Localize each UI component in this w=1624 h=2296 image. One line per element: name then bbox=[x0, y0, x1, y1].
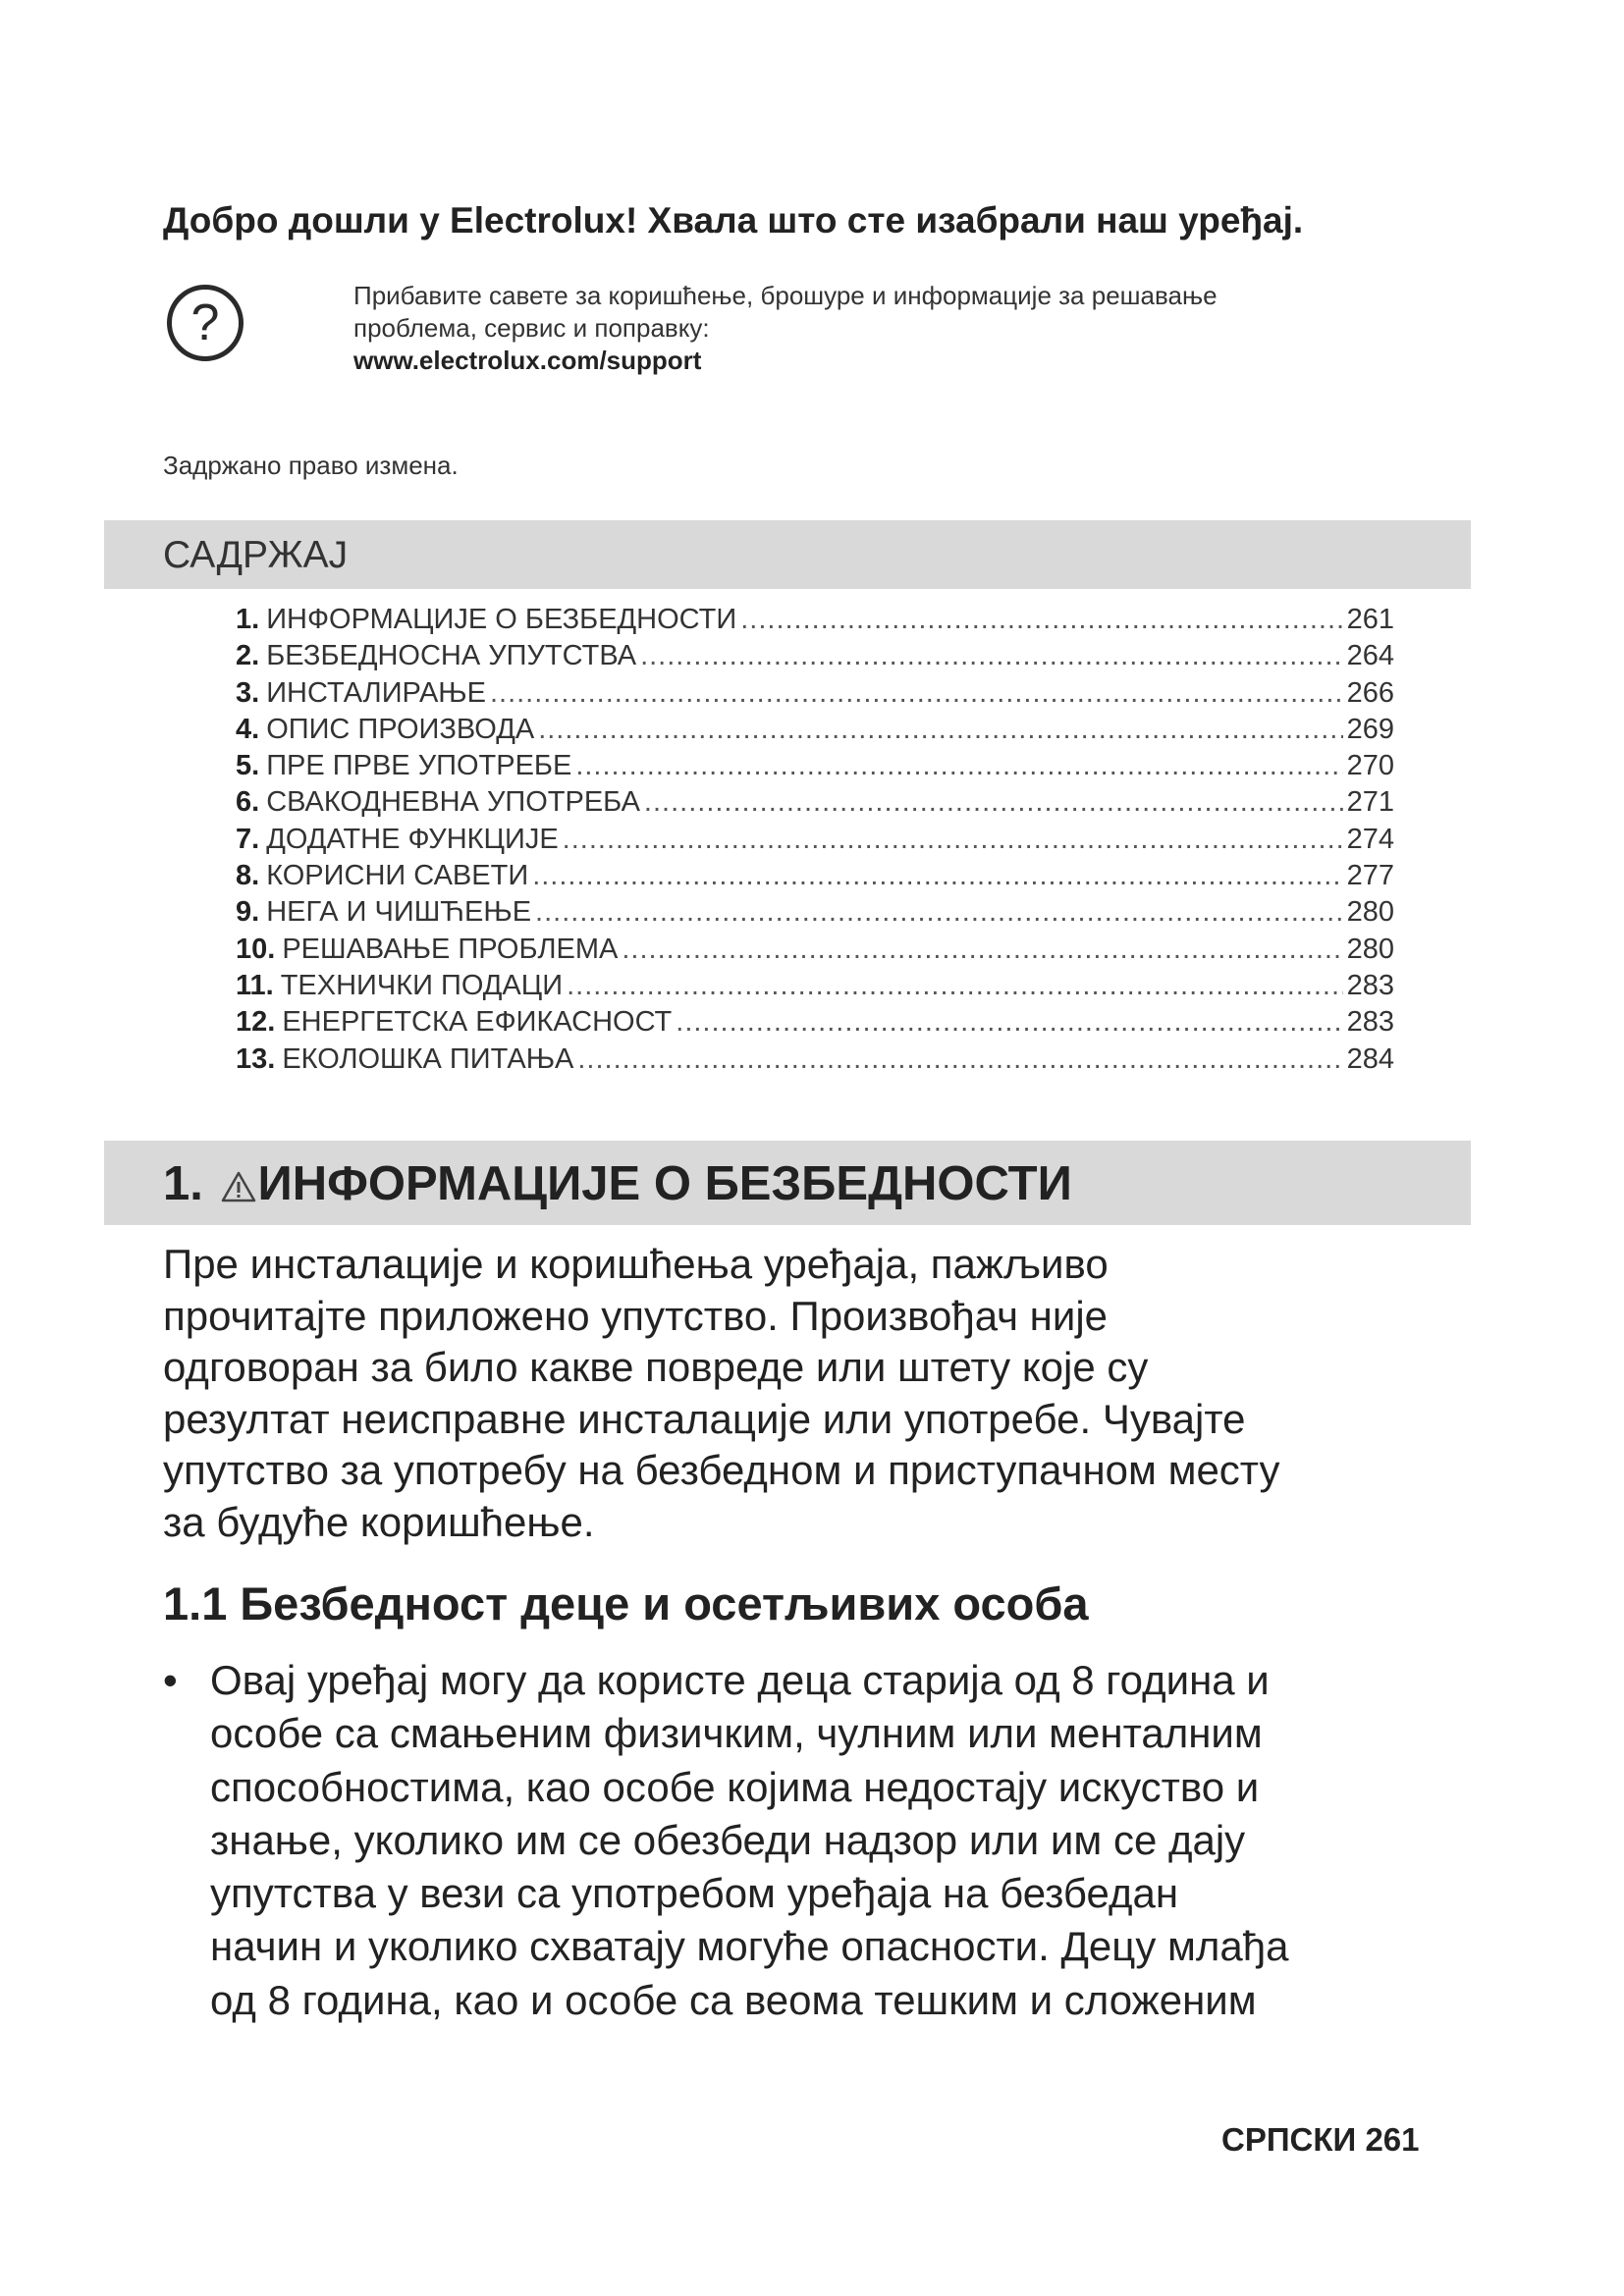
toc-item-page: 274 bbox=[1346, 823, 1394, 855]
bullet-line: особе са смањеним физичким, чулним или менталним bbox=[210, 1710, 1263, 1757]
toc-item-title: ТЕХНИЧКИ ПОДАЦИ bbox=[280, 969, 564, 1001]
support-line-1: Прибавите савете за коришћење, брошуре и информације за решавање bbox=[353, 281, 1218, 310]
bullet-line: знање, уколико им се обезбеди надзор или им се дају bbox=[210, 1816, 1246, 1863]
toc-item[interactable] bbox=[236, 714, 1394, 750]
toc-item-title: ЕНЕРГЕТСКА ЕФИКАСНОСТ bbox=[282, 1006, 673, 1039]
intro-line: резултат неисправне инсталације или употребе. Чувајте bbox=[163, 1395, 1246, 1442]
bullet-line: Овај уређај могу да користе деца старија од 8 година и bbox=[210, 1657, 1270, 1703]
toc-item-page: 266 bbox=[1346, 676, 1394, 709]
toc-dot-leader bbox=[563, 824, 1343, 856]
toc-item-number: 9. bbox=[236, 896, 260, 929]
bullet-marker: • bbox=[163, 1657, 178, 1703]
toc-item-number: 3. bbox=[236, 676, 260, 709]
toc-item-number: 7. bbox=[236, 823, 260, 855]
toc-item-title: НЕГА И ЧИШЋЕЊЕ bbox=[266, 896, 532, 929]
toc-item[interactable] bbox=[236, 750, 1394, 786]
toc-dot-leader bbox=[676, 1006, 1342, 1039]
toc-item[interactable] bbox=[236, 824, 1394, 860]
toc-item[interactable] bbox=[236, 786, 1394, 823]
toc-item-title: РЕШАВАЊЕ ПРОБЛЕМА bbox=[282, 933, 619, 965]
bullet-text bbox=[163, 1654, 1479, 2027]
section-1-title: ИНФОРМАЦИЈЕ О БЕЗБЕДНОСТИ bbox=[257, 1157, 1072, 1210]
toc-item-title: ИНСТАЛИРАЊЕ bbox=[266, 676, 486, 709]
page-footer bbox=[1221, 2121, 1420, 2159]
toc-item-title: ОПИС ПРОИЗВОДА bbox=[266, 713, 535, 745]
warning-triangle-icon bbox=[221, 1145, 256, 1231]
support-link[interactable]: www.electrolux.com/support bbox=[353, 346, 702, 375]
toc-item[interactable] bbox=[236, 860, 1394, 896]
section-1-intro bbox=[163, 1239, 1479, 1548]
toc-dot-leader bbox=[567, 970, 1343, 1002]
toc-item-page: 271 bbox=[1346, 786, 1394, 819]
intro-line: за будуће коришћење. bbox=[163, 1498, 595, 1545]
toc-item[interactable] bbox=[236, 677, 1394, 714]
toc-item-title: КОРИСНИ САВЕТИ bbox=[266, 860, 529, 892]
toc-item-title: ПРЕ ПРВЕ УПОТРЕБЕ bbox=[266, 750, 572, 782]
toc-item-page: 277 bbox=[1346, 860, 1394, 892]
table-of-contents bbox=[236, 604, 1394, 1080]
footer-page-number: 261 bbox=[1365, 2121, 1420, 2158]
toc-item[interactable] bbox=[236, 1006, 1394, 1042]
bullet-item bbox=[163, 1654, 1479, 2027]
toc-item-page: 269 bbox=[1346, 713, 1394, 745]
toc-item-title: БЕЗБЕДНОСНА УПУТСТВА bbox=[266, 640, 637, 672]
toc-item-page: 261 bbox=[1346, 604, 1394, 635]
toc-item-number: 10. bbox=[236, 933, 276, 965]
toc-item[interactable] bbox=[236, 1043, 1394, 1080]
question-mark-circle-icon: ? bbox=[167, 285, 244, 361]
toc-dot-leader bbox=[740, 604, 1342, 636]
subsection-1-1-title: 1.1 Безбедност деце и осетљивих особа bbox=[163, 1577, 1089, 1629]
welcome-title: Добро дошли у Electrolux! Хвала што сте изабрали наш уређај. bbox=[163, 200, 1304, 240]
toc-item-page: 283 bbox=[1346, 969, 1394, 1001]
section-1-number: 1. bbox=[163, 1157, 203, 1210]
intro-line: одговоран за било какве повреде или штету које су bbox=[163, 1344, 1149, 1390]
toc-item-page: 283 bbox=[1346, 1006, 1394, 1039]
toc-item-number: 8. bbox=[236, 860, 260, 892]
toc-item-page: 264 bbox=[1346, 640, 1394, 672]
toc-heading: САДРЖАЈ bbox=[163, 534, 349, 576]
toc-dot-leader bbox=[535, 896, 1343, 929]
toc-item-number: 13. bbox=[236, 1042, 276, 1075]
toc-item[interactable] bbox=[236, 640, 1394, 676]
toc-item-title: ИНФОРМАЦИЈЕ О БЕЗБЕДНОСТИ bbox=[266, 604, 737, 635]
toc-heading-band bbox=[104, 520, 1471, 589]
toc-item-title: СВАКОДНЕВНА УПОТРЕБА bbox=[266, 786, 640, 819]
toc-item[interactable] bbox=[236, 896, 1394, 933]
toc-item-number: 2. bbox=[236, 640, 260, 672]
toc-item-number: 11. bbox=[236, 969, 274, 1001]
support-info bbox=[353, 280, 1218, 377]
bullet-line: начин и уколико схватају могуће опасности. Децу млађа bbox=[210, 1923, 1289, 1970]
toc-item-number: 6. bbox=[236, 786, 260, 819]
toc-dot-leader bbox=[490, 677, 1343, 710]
bullet-line: способностима, као особе којима недостају искуство и bbox=[210, 1763, 1260, 1810]
toc-item-number: 1. bbox=[236, 604, 260, 635]
toc-item-number: 12. bbox=[236, 1006, 276, 1039]
intro-line: упутство за употребу на безбедном и приступачном месту bbox=[163, 1447, 1280, 1493]
toc-item-title: ЕКОЛОШКА ПИТАЊА bbox=[282, 1042, 574, 1075]
bullet-line: упутства у вези са употребом уређаја на безбедан bbox=[210, 1870, 1179, 1917]
support-line-2: проблема, сервис и поправку: bbox=[353, 313, 710, 343]
toc-item[interactable] bbox=[236, 970, 1394, 1006]
toc-dot-leader bbox=[644, 786, 1343, 819]
toc-dot-leader bbox=[577, 1043, 1342, 1076]
toc-item-page: 284 bbox=[1346, 1042, 1394, 1075]
toc-dot-leader bbox=[640, 640, 1343, 672]
toc-item-page: 270 bbox=[1346, 750, 1394, 782]
toc-item[interactable] bbox=[236, 604, 1394, 640]
toc-item-page: 280 bbox=[1346, 896, 1394, 929]
toc-item-title: ДОДАТНЕ ФУНКЦИЈЕ bbox=[266, 823, 559, 855]
section-1-heading bbox=[104, 1141, 1471, 1225]
toc-item-number: 5. bbox=[236, 750, 260, 782]
intro-line: Пре инсталације и коришћења уређаја, пажљиво bbox=[163, 1241, 1109, 1287]
toc-item[interactable] bbox=[236, 934, 1394, 970]
bullet-line: од 8 година, као и особе са веома тешким и сложеним bbox=[210, 1976, 1257, 2023]
toc-item-number: 4. bbox=[236, 713, 260, 745]
toc-dot-leader bbox=[532, 860, 1342, 892]
toc-dot-leader bbox=[622, 934, 1342, 966]
toc-dot-leader bbox=[538, 714, 1342, 746]
toc-item-page: 280 bbox=[1346, 933, 1394, 965]
footer-language: СРПСКИ bbox=[1221, 2121, 1357, 2158]
toc-dot-leader bbox=[575, 750, 1342, 782]
intro-line: прочитајте приложено упутство. Произвођач није bbox=[163, 1292, 1109, 1339]
rights-note: Задржано право измена. bbox=[163, 451, 459, 480]
